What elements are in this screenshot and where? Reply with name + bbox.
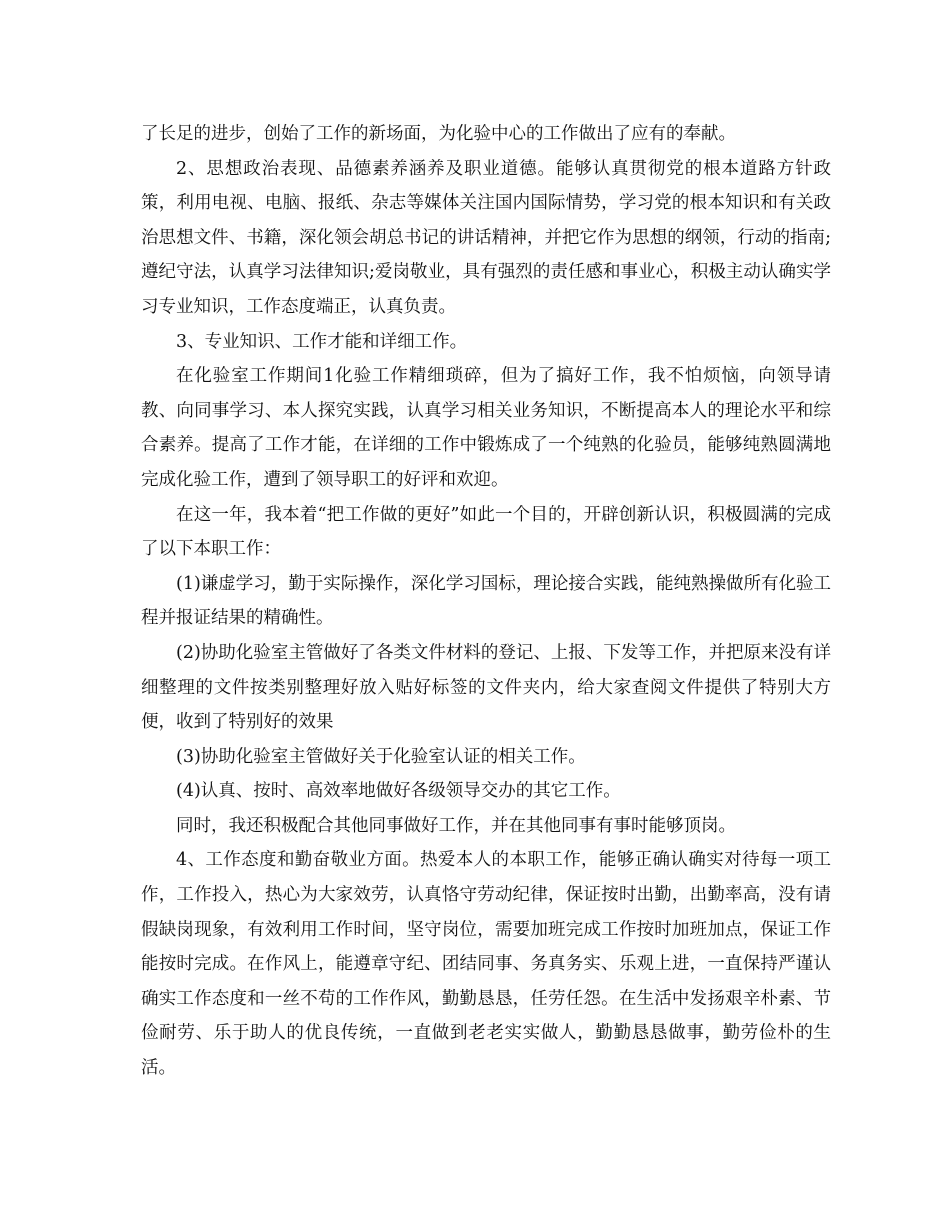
paragraph-this-year: 在这一年，我本着“把工作做的更好”如此一个目的，开辟创新认识，积极圆满的完成了以下本职工作： xyxy=(141,504,831,560)
paragraph-item-2: (2)协助化验室主管做好了各类文件材料的登记、上报、下发等工作，并把原来没有详细整理的文件按类别整理好放入贴好标签的文件夹内，给大家查阅文件提供了特别大方便，收到了特别好的效果 xyxy=(141,642,831,733)
paragraph-section-3-heading: 3、专业知识、工作才能和详细工作。 xyxy=(176,331,468,352)
document-page xyxy=(141,117,831,1086)
paragraph-item-1: (1)谦虚学习，勤于实际操作，深化学习国标，理论接合实践，能纯熟操做所有化验工程并报证结果的精确性。 xyxy=(141,573,831,629)
paragraph-item-3: (3)协助化验室主管做好关于化验室认证的相关工作。 xyxy=(176,746,586,767)
paragraph-cooperation: 同时，我还积极配合其他同事做好工作，并在其他同事有事时能够顶岗。 xyxy=(176,815,736,836)
paragraph-lab-work: 在化验室工作期间1化验工作精细琐碎，但为了搞好工作，我不怕烦恼，向领导请教、向同事学习、本人探究实践，认真学习相关业务知识，不断提高本人的理论水平和综合素养。提高了工作才能，在详细的工作中锻炼成了一个纯熟的化验员，能够纯熟圆满地完成化验工作，遭到了领导职工的好评和欢迎。 xyxy=(141,366,831,490)
paragraph-section-4: 4、工作态度和勤奋敬业方面。热爱本人的本职工作，能够正确认确实对待每一项工作，工作投入，热心为大家效劳，认真恪守劳动纪律，保证按时出勤，出勤率高，没有请假缺岗现象，有效利用工作时间，坚守岗位，需要加班完成工作按时加班加点，保证工作能按时完成。在作风上，能遵章守纪、团结同事、务真务实、乐观上进，一直保持严谨认确实工作态度和一丝不苟的工作作风，勤勤恳恳，任劳任怨。在生活中发扬艰辛朴素、节俭耐劳、乐于助人的优良传统，一直做到老老实实做人，勤勤恳恳做事，勤劳俭朴的生活。 xyxy=(141,850,831,1079)
paragraph-item-4: (4)认真、按时、高效率地做好各级领导交办的其它工作。 xyxy=(176,781,621,802)
paragraph-continuation: 了长足的进步，创始了工作的新场面，为化验中心的工作做出了应有的奉献。 xyxy=(141,124,736,144)
paragraph-section-2: 2、思想政治表现、品德素养涵养及职业道德。能够认真贯彻党的根本道路方针政策，利用电视、电脑、报纸、杂志等媒体关注国内国际情势，学习党的根本知识和有关政治思想文件、书籍，深化领会胡总书记的讲话精神，并把它作为思想的纲领，行动的指南;遵纪守法，认真学习法律知识;爱岗敬业，具有强烈的责任感和事业心，积极主动认确实学习专业知识，工作态度端正，认真负责。 xyxy=(141,158,831,317)
